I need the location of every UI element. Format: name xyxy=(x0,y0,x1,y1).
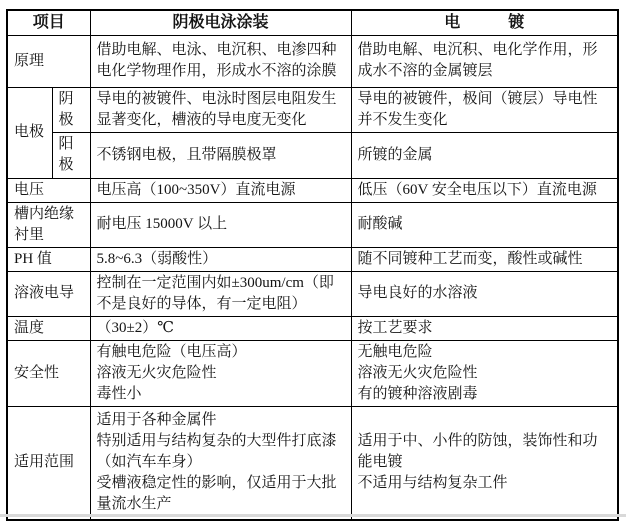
cell-anode-plating: 所镀的金属 xyxy=(351,132,618,178)
safety-plating-line: 无触电危险 xyxy=(357,343,433,360)
row-scope-label: 适用范围 xyxy=(7,406,90,520)
row-conductivity-label: 溶液电导 xyxy=(7,271,90,316)
row-conductivity xyxy=(7,271,618,316)
row-principle xyxy=(7,35,618,87)
page-bottom-edge xyxy=(0,514,626,517)
row-ph-label: PH 值 xyxy=(7,247,90,271)
header-row xyxy=(7,10,618,35)
header-coating: 阴极电泳涂装 xyxy=(90,10,351,35)
cell-temperature-plating: 按工艺要求 xyxy=(351,316,618,340)
scope-plating-line: 适用于中、小件的防蚀，装饰性和功能电镀 xyxy=(357,433,598,471)
safety-coating-line: 有触电危险（电压高） xyxy=(96,343,247,360)
header-item: 项目 xyxy=(7,10,90,35)
cell-conductivity-plating: 导电良好的水溶液 xyxy=(351,271,618,316)
cell-ph-plating: 随不同镀种工艺而变，酸性或碱性 xyxy=(351,247,618,271)
cell-ph-coating: 5.8~6.3（弱酸性） xyxy=(90,247,351,271)
scope-plating-line: 不适用与结构复杂工件 xyxy=(357,475,508,492)
scope-coating-line: 特别适用与结构复杂的大型件打底漆（如汽车车身） xyxy=(96,433,337,471)
row-anode-label: 阳极 xyxy=(52,132,90,178)
row-electrode-cathode xyxy=(7,87,618,132)
row-temperature xyxy=(7,316,618,340)
coating-vs-plating-table xyxy=(6,9,619,521)
row-safety xyxy=(7,340,618,406)
cell-temperature-coating: （30±2）℃ xyxy=(90,316,351,340)
row-principle-label: 原理 xyxy=(7,35,90,87)
row-temperature-label: 温度 xyxy=(7,316,90,340)
cell-conductivity-coating: 控制在一定范围内如±300um/cm（即不是良好的导体，有一定电阻） xyxy=(90,271,351,316)
cell-principle-plating: 借助电解、电沉积、电化学作用，形成水不溶的金属镀层 xyxy=(351,35,618,87)
row-scope xyxy=(7,406,618,520)
safety-plating-line: 溶液无火灾危险性 xyxy=(357,364,478,381)
cell-voltage-plating: 低压（60V 安全电压以下）直流电源 xyxy=(351,178,618,202)
row-ph xyxy=(7,247,618,271)
scope-coating-line: 适用于各种金属件 xyxy=(96,412,217,429)
row-lining-label: 槽内绝缘衬里 xyxy=(7,202,90,247)
cell-lining-coating: 耐电压 15000V 以上 xyxy=(90,202,351,247)
cell-safety-plating xyxy=(351,340,618,406)
safety-plating-line: 有的镀种溶液剧毒 xyxy=(357,385,478,402)
row-safety-label: 安全性 xyxy=(7,340,90,406)
row-voltage-label: 电压 xyxy=(7,178,90,202)
header-plating: 电 镀 xyxy=(351,10,618,35)
row-lining xyxy=(7,202,618,247)
comparison-table-sheet xyxy=(6,9,619,521)
safety-coating-line: 毒性小 xyxy=(96,385,142,402)
cell-cathode-coating: 导电的被镀件、电泳时图层电阻发生显著变化，槽液的导电度无变化 xyxy=(90,87,351,132)
row-voltage xyxy=(7,178,618,202)
cell-principle-coating: 借助电解、电泳、电沉积、电渗四种电化学物理作用，形成水不溶的涂膜 xyxy=(90,35,351,87)
row-electrode-anode xyxy=(7,132,618,178)
cell-anode-coating: 不锈钢电极，且带隔膜极罩 xyxy=(90,132,351,178)
cell-scope-coating xyxy=(90,406,351,520)
scope-coating-line: 受槽液稳定性的影响，仅适用于大批量流水生产 xyxy=(96,475,337,513)
safety-coating-line: 溶液无火灾危险性 xyxy=(96,364,217,381)
cell-lining-plating: 耐酸碱 xyxy=(351,202,618,247)
cell-voltage-coating: 电压高（100~350V）直流电源 xyxy=(90,178,351,202)
row-electrode-label: 电极 xyxy=(7,87,52,178)
cell-scope-plating xyxy=(351,406,618,520)
row-cathode-label: 阴极 xyxy=(52,87,90,132)
cell-cathode-plating: 导电的被镀件，极间（镀层）导电性并不发生变化 xyxy=(351,87,618,132)
cell-safety-coating xyxy=(90,340,351,406)
